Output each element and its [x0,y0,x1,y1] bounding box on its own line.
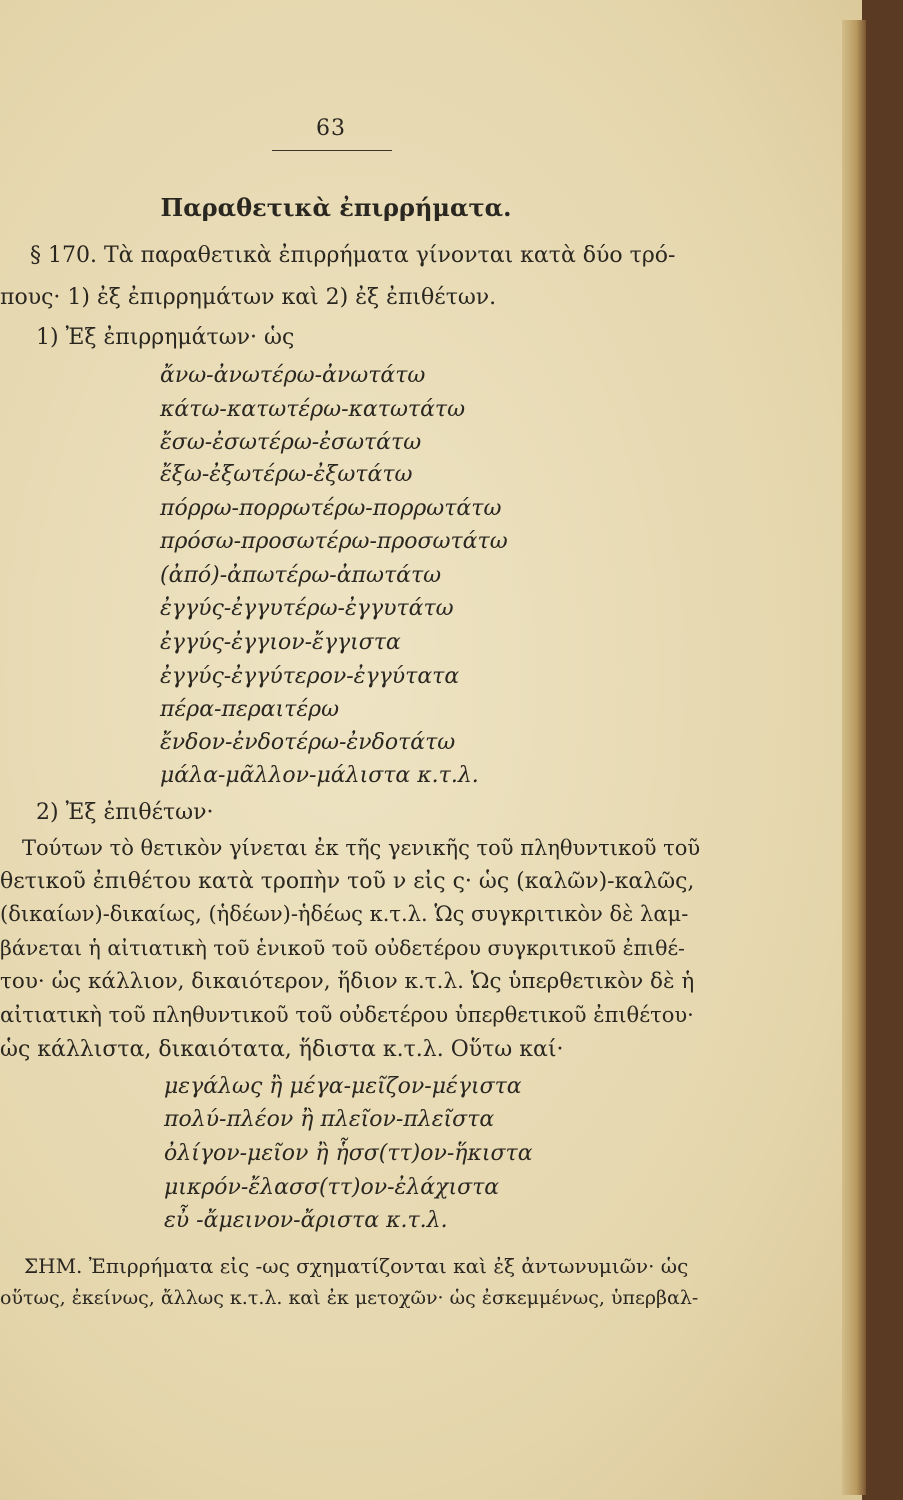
list-item: πέρα-περαιτέρω [160,697,340,722]
paragraph-line: βάνεται ἡ αἰτιατικὴ τοῦ ἑνικοῦ τοῦ οὐδετέρου συγκριτικοῦ ἐπιθέ- [0,936,685,960]
list-item: ἐγγύς-ἐγγύτερον-ἐγγύτατα [160,664,460,689]
list-item: ὀλίγον-μεῖον ἢ ἧσσ(ττ)ον-ἥκιστα [164,1141,533,1166]
paragraph-line: θετικοῦ ἐπιθέτου κατὰ τροπὴν τοῦ ν εἰς ς· ὡς (καλῶν)-καλῶς, [0,869,695,894]
page-edge [842,20,866,1495]
paragraph-line: του· ὡς κάλλιον, δικαιότερον, ἥδιον κ.τ.λ. Ὡς ὑπερθετικὸν δὲ ἡ [0,969,695,994]
list-item: ἐγγύς-ἐγγυτέρω-ἐγγυτάτω [160,596,454,621]
list-item: εὖ -ἄμεινον-ἄριστα κ.τ.λ. [164,1208,448,1233]
list-item: κάτω-κατωτέρω-κατωτάτω [160,397,466,422]
list-item: μεγάλως ἢ μέγα-μεῖζον-μέγιστα [164,1074,522,1099]
paragraph-line: αἰτιατικὴ τοῦ πληθυντικοῦ τοῦ οὐδετέρου ὑπερθετικοῦ ἐπιθέτου· [0,1003,694,1027]
paragraph-170-line-2: πους· 1) ἐξ ἐπιρρημάτων καὶ 2) ἐξ ἐπιθέτων. [0,285,497,310]
section-1-intro: 1) Ἐξ ἐπιρρημάτων· ὡς [36,325,295,350]
note-line: ΣΗΜ. Ἐπιρρήματα εἰς -ως σχηματίζονται καὶ ἐξ ἀντωνυμιῶν· ὡς [24,1254,689,1278]
paragraph-line: Τούτων τὸ θετικὸν γίνεται ἐκ τῆς γενικῆς τοῦ πληθυντικοῦ τοῦ [22,836,701,860]
list-item: ἐγγύς-ἐγγιον-ἔγγιστα [160,630,401,655]
paragraph-170-line-1: § 170. Τὰ παραθετικὰ ἐπιρρήματα γίνονται κατὰ δύο τρό- [30,243,676,268]
list-item: πόρρω-πορρωτέρω-πορρωτάτω [160,496,502,521]
list-item: ἔσω-ἐσωτέρω-ἐσωτάτω [160,430,422,455]
page-number: 63 [316,116,346,141]
list-item: μάλα-μᾶλλον-μάλιστα κ.τ.λ. [160,763,479,788]
section-heading: Παραθετικὰ ἐπιρρήματα. [160,193,512,222]
list-item: (ἀπό)-ἀπωτέρω-ἀπωτάτω [160,563,442,588]
paragraph-line: (δικαίων)-δικαίως, (ἡδέων)-ἡδέως κ.τ.λ. Ὡς συγκριτικὸν δὲ λαμ- [0,902,689,926]
list-item: ἔξω-ἐξωτέρω-ἐξωτάτω [160,462,413,487]
list-item: πολύ-πλέον ἢ πλεῖον-πλεῖστα [164,1107,495,1132]
header-rule [272,150,392,151]
list-item: ἔνδον-ἐνδοτέρω-ἐνδοτάτω [160,730,456,755]
list-item: ἄνω-ἀνωτέρω-ἀνωτάτω [160,363,426,388]
paragraph-line: ὡς κάλλιστα, δικαιότατα, ἥδιστα κ.τ.λ. Οὕτω καί· [0,1037,564,1062]
note-line: οὕτως, ἐκείνως, ἄλλως κ.τ.λ. καὶ ἐκ μετοχῶν· ὡς ἐσκεμμένως, ὑπερβαλ- [0,1287,699,1309]
list-item: μικρόν-ἔλασσ(ττ)ον-ἐλάχιστα [164,1175,500,1200]
list-item: πρόσω-προσωτέρω-προσωτάτω [160,529,508,554]
section-2-intro: 2) Ἐξ ἐπιθέτων· [36,800,214,825]
